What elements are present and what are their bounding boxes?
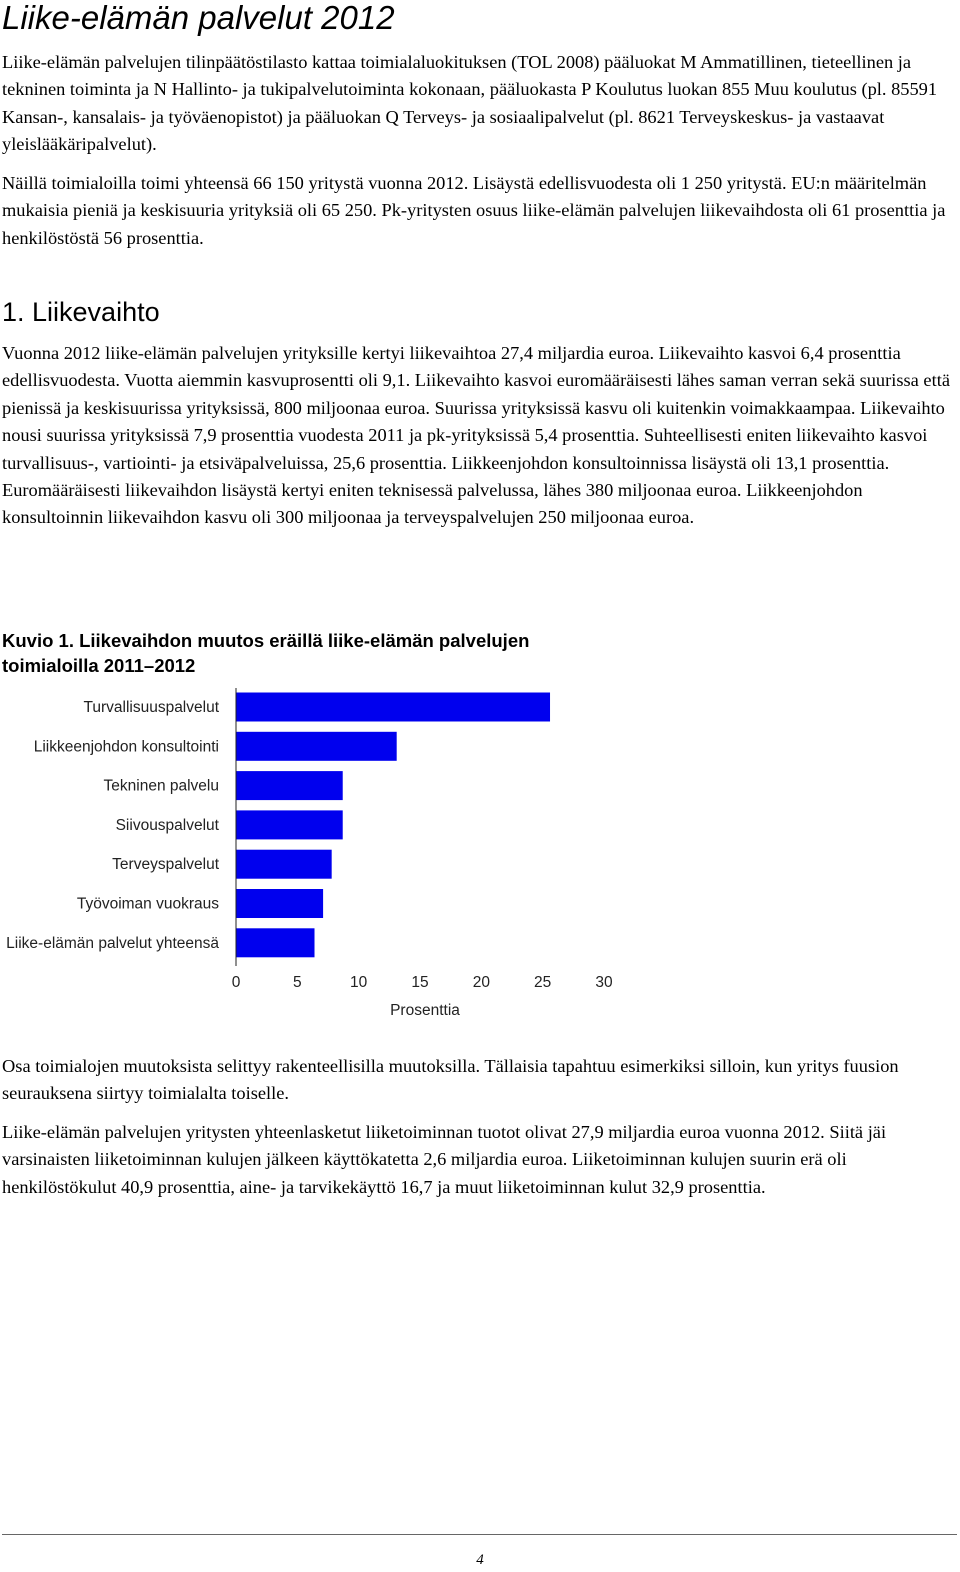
footer-rule <box>2 1534 957 1535</box>
liikevaihto-paragraph: Vuonna 2012 liike-elämän palvelujen yrityksille kertyi liikevaihtoa 27,4 miljardia euroa. Liikevaihto kasvoi 6,4 prosenttia edellisvuodesta. Vuotta aiemmin kasvuprosentti oli 9,1. Liikevaihto kasvoi euromääräisesti lähes saman verran sekä suurissa että pienissä ja keskisuurissa yrityksissä, 800 miljoonaa euroa. Suurissa yrityksissä kasvu oli kuitenkin voimakkaampaa. Liikevaihto nousi suurissa yrityksissä 7,9 prosenttia vuodesta 2011 ja pk-yrityksissä 5,4 prosenttia. Suhteellisesti eniten liikevaihto kasvoi turvallisuus-, vartiointi- ja etsiväpalveluissa, 25,6 prosenttia. Liikkeenjohdon konsultoinnissa lisäystä oli 13,1 prosenttia. Euromääräisesti liikevaihdon lisäystä kertyi eniten teknisessä palvelussa, lähes 380 miljoonaa euroa. Liikkeenjohdon konsultoinnin liikevaihdon kasvu oli 300 miljoonaa ja terveyspalvelujen 250 miljoonaa euroa. <box>2 343 950 528</box>
bar-chart <box>0 682 640 1032</box>
figure-caption-line-1: Kuvio 1. Liikevaihdon muutos eräillä liike-elämän palvelujen <box>2 630 530 651</box>
chart-x-tick-label: 15 <box>411 974 429 991</box>
intro-paragraph-2: Näillä toimialoilla toimi yhteensä 66 150 yritystä vuonna 2012. Lisäystä edellisvuodesta oli 1 250 yritystä. EU:n määritelmän mukaisia pieniä ja keskisuuria yrityksiä oli 65 250. Pk-yritysten osuus liike-elämän palvelujen liikevaihdosta oli 61 prosenttia ja henkilöstöstä 56 prosenttia. <box>2 173 946 248</box>
chart-category-label: Terveyspalvelut <box>112 856 219 874</box>
page-title: Liike-elämän palvelut 2012 <box>2 0 395 36</box>
after-chart-paragraph-2: Liike-elämän palvelujen yritysten yhteenlasketut liiketoiminnan tuotot olivat 27,9 miljardia euroa vuonna 2012. Siitä jäi varsinaisten liiketoiminnan kulujen jälkeen käyttökatetta 2,6 miljardia euroa. Liiketoiminnan kulujen suurin erä oli henkilöstökulut 40,9 prosenttia, aine- ja tarvikekäyttö 16,7 ja muut liiketoiminnan kulut 32,9 prosenttia. <box>2 1122 887 1197</box>
figure-caption-line-2: toimialoilla 2011–2012 <box>2 654 196 676</box>
chart-x-tick-label: 0 <box>231 974 241 991</box>
intro-paragraph-1: Liike-elämän palvelujen tilinpäätöstilasto kattaa toimialaluokituksen (TOL 2008) pääluokat M Ammatillinen, tieteellinen ja tekninen toiminta ja N Hallinto- ja tukipalvelutoiminta kokonaan, pääluokasta P Koulutus luokan 855 Muu koulutus (pl. 85591 Kansan-, kansalais- ja työväenopistot) ja pääluokan Q Terveys- ja sosiaalipalvelut (pl. 8621 Terveyskeskus- ja vastaavat yleislääkäripalvelut). <box>2 52 938 155</box>
chart-category-label: Turvallisuuspalvelut <box>83 699 219 716</box>
chart-category-label: Liikkeenjohdon konsultointi <box>33 738 219 756</box>
chart-bar <box>236 771 343 800</box>
chart-bar <box>236 693 550 722</box>
after-chart-paragraph-1: Osa toimialojen muutoksista selittyy rakenteellisilla muutoksilla. Tällaisia tapahtuu esimerkiksi silloin, kun yritys fuusion seurauksena siirtyy toimialalta toiselle. <box>2 1056 899 1104</box>
chart-bar <box>236 732 397 761</box>
chart-x-tick-label: 10 <box>350 974 368 991</box>
figure-caption <box>2 629 529 678</box>
chart-bar <box>236 928 315 957</box>
chart-category-label: Tekninen palvelu <box>103 777 219 795</box>
page-number: 4 <box>476 1552 484 1568</box>
chart-x-tick-label: 20 <box>472 974 490 991</box>
chart-x-tick-label: 25 <box>534 974 552 991</box>
chart-x-axis-label: Prosenttia <box>390 1002 460 1019</box>
chart-bar <box>236 850 332 879</box>
chart-bar <box>236 810 343 839</box>
chart-x-tick-label: 5 <box>293 974 302 991</box>
chart-x-tick-label: 30 <box>595 974 613 991</box>
section-heading-liikevaihto: 1. Liikevaihto <box>2 297 160 327</box>
chart-category-label: Työvoiman vuokraus <box>76 895 219 913</box>
chart-category-label: Siivouspalvelut <box>115 816 219 834</box>
chart-category-label: Liike-elämän palvelut yhteensä <box>6 934 219 952</box>
chart-bar <box>236 889 323 918</box>
